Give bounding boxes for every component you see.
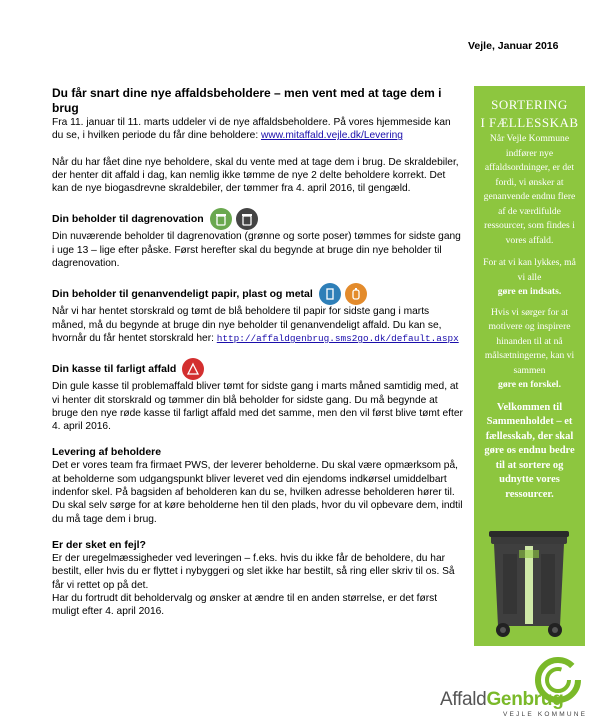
intro-paragraph [52, 116, 464, 143]
wait-paragraph: Når du har fået dine nye beholdere, skal du vente med at tage dem i brug. De skraldebiler, der henter dit affald i dag, kan nemlig ikke tømme de nye 2 delte beholdere korrekt. Det kan de nye biogasdrevne skraldebiler, der tømmer fra 4. april 2016, til gengæld. [52, 156, 459, 195]
hazardous-waste-icon [182, 358, 204, 380]
plastic-metal-icon [345, 283, 367, 305]
section-text: Din nuværende beholder til dagrenovation (grønne og sorte poser) tømmes for sidste gang i uge 13 – lige efter påske. Først herefter skal du begynde at bruge din nye beholder til dagrenovation. [52, 231, 461, 270]
section-heading: Er der sket en fejl? [52, 538, 146, 551]
section-levering [52, 446, 464, 525]
intro-text: Fra 11. januar til 11. marts uddeler vi de nye affaldsbeholdere. På vores hjemmeside kan du se, i hvilken periode du får dine beholdere: [52, 117, 451, 142]
icon-group [182, 358, 204, 380]
section-fejl [52, 539, 464, 618]
section-text [52, 305, 464, 345]
section-text-body: Når vi har hentet storskrald og tømt de blå beholdere til papir for sidste gang i marts måned, må du begynde at bruge din nye beholder til genanvendeligt affald. Du kan se, hvornår du får hentet storskrald her: [52, 306, 442, 344]
sidebar-content [474, 86, 585, 502]
sidebar-paragraph-2 [480, 256, 579, 300]
section-genanvendeligt [52, 283, 464, 345]
letter-date: Vejle, Januar 2016 [468, 40, 559, 52]
section-text: Er der uregelmæssigheder ved leveringen – f.eks. hvis du ikke får de beholdere, du har bestilt, eller hvis du er flyttet i nybyggeri og slet ikke har bestilt, så ring eller skriv til os. Så får vi rettet op på det. [52, 552, 455, 591]
sidebar-title-line1: SORTERING [491, 97, 568, 112]
section-heading [52, 358, 464, 380]
logo-word-b: Genbrug [486, 689, 564, 710]
paper-icon [319, 283, 341, 305]
delivery-link[interactable]: www.mitaffald.vejle.dk/Levering [260, 130, 403, 142]
section-heading [52, 208, 464, 230]
letter-body [52, 86, 464, 631]
logo-subtitle: VEJLE KOMMUNE [503, 711, 588, 718]
sidebar-p3-bold: gøre en forskel. [498, 379, 561, 390]
section-text: Det er vores team fra firmaet PWS, der leverer beholderne. Du skal være opmærksom på, at beholderne som udgangspunkt bliver leveret ved din ejendoms indkørsel umiddelbart indenfor skel. På bagsiden af beholderen kan du se, hvilken adresse beholderen hører til. Du skal selv sørge for at køre beholderne hen til den plads, hvor du vil opbevare dem, indtil du må tage dem i brug. [52, 460, 463, 525]
sidebar-paragraph-4: Velkommen til Sammenholdet – et fællesskab, der skal gøre os endnu bedre til at sortere og udnytte vores ressourcer. [484, 401, 575, 500]
icon-group [319, 283, 367, 305]
heading-text: Din kasse til farligt affald [52, 362, 177, 375]
storskrald-link[interactable]: http://affaldgenbrug.sms2go.dk/default.aspx [216, 332, 459, 344]
intro-section [52, 86, 464, 143]
icon-group [210, 208, 258, 230]
sidebar-p2-bold: gøre en indsats. [497, 286, 562, 297]
residual-waste-icon [236, 208, 258, 230]
sidebar-p3-text: Hvis vi sørger for at motivere og inspirere hinanden til at nå målsætningerne, kan vi sammen [484, 306, 575, 376]
sidebar-paragraph-3 [480, 306, 579, 393]
waste-bin-image [489, 528, 569, 638]
heading-text: Din beholder til genanvendeligt papir, plast og metal [52, 287, 313, 300]
section-heading: Levering af beholdere [52, 446, 162, 459]
page-title: Du får snart dine nye affaldsbeholdere – men vent med at tage dem i brug [52, 86, 442, 115]
section-dagrenovation [52, 208, 464, 270]
sidebar-p2-text: For at vi kan lykkes, må vi alle [483, 257, 576, 283]
sidebar-paragraph-1: Når Vejle Kommune indfører nye affaldsordninger, er det fordi, vi ønsker at genanvende endnu flere af de værdifulde ressourcer, som findes i vores affald. [483, 133, 576, 246]
logo-word-a: Affald [440, 689, 487, 710]
wait-section [52, 156, 464, 196]
affaldgenbrug-logo [440, 655, 590, 717]
logo-wordmark [440, 689, 564, 711]
sidebar-title-line2: I FÆLLESSKAB [480, 115, 579, 130]
food-waste-icon [210, 208, 232, 230]
sidebar-panel [474, 86, 585, 646]
section-text: Din gule kasse til problemaffald bliver tømt for sidste gang i marts måned samtidig med, at vi henter dit storskrald og tømmer din blå beholder for sidste gang. Du må begynde at bruge den nye røde kasse til farligt affald med det samme, men den vil først blive tømt efter 4. april 2016. [52, 381, 463, 433]
section-farligt-affald [52, 358, 464, 433]
heading-text: Din beholder til dagrenovation [52, 212, 204, 225]
section-heading [52, 283, 464, 305]
section-text-2: Har du fortrudt dit beholdervalg og ønsker at ændre til en anden størrelse, er det først muligt efter 4. april 2016. [52, 592, 438, 618]
